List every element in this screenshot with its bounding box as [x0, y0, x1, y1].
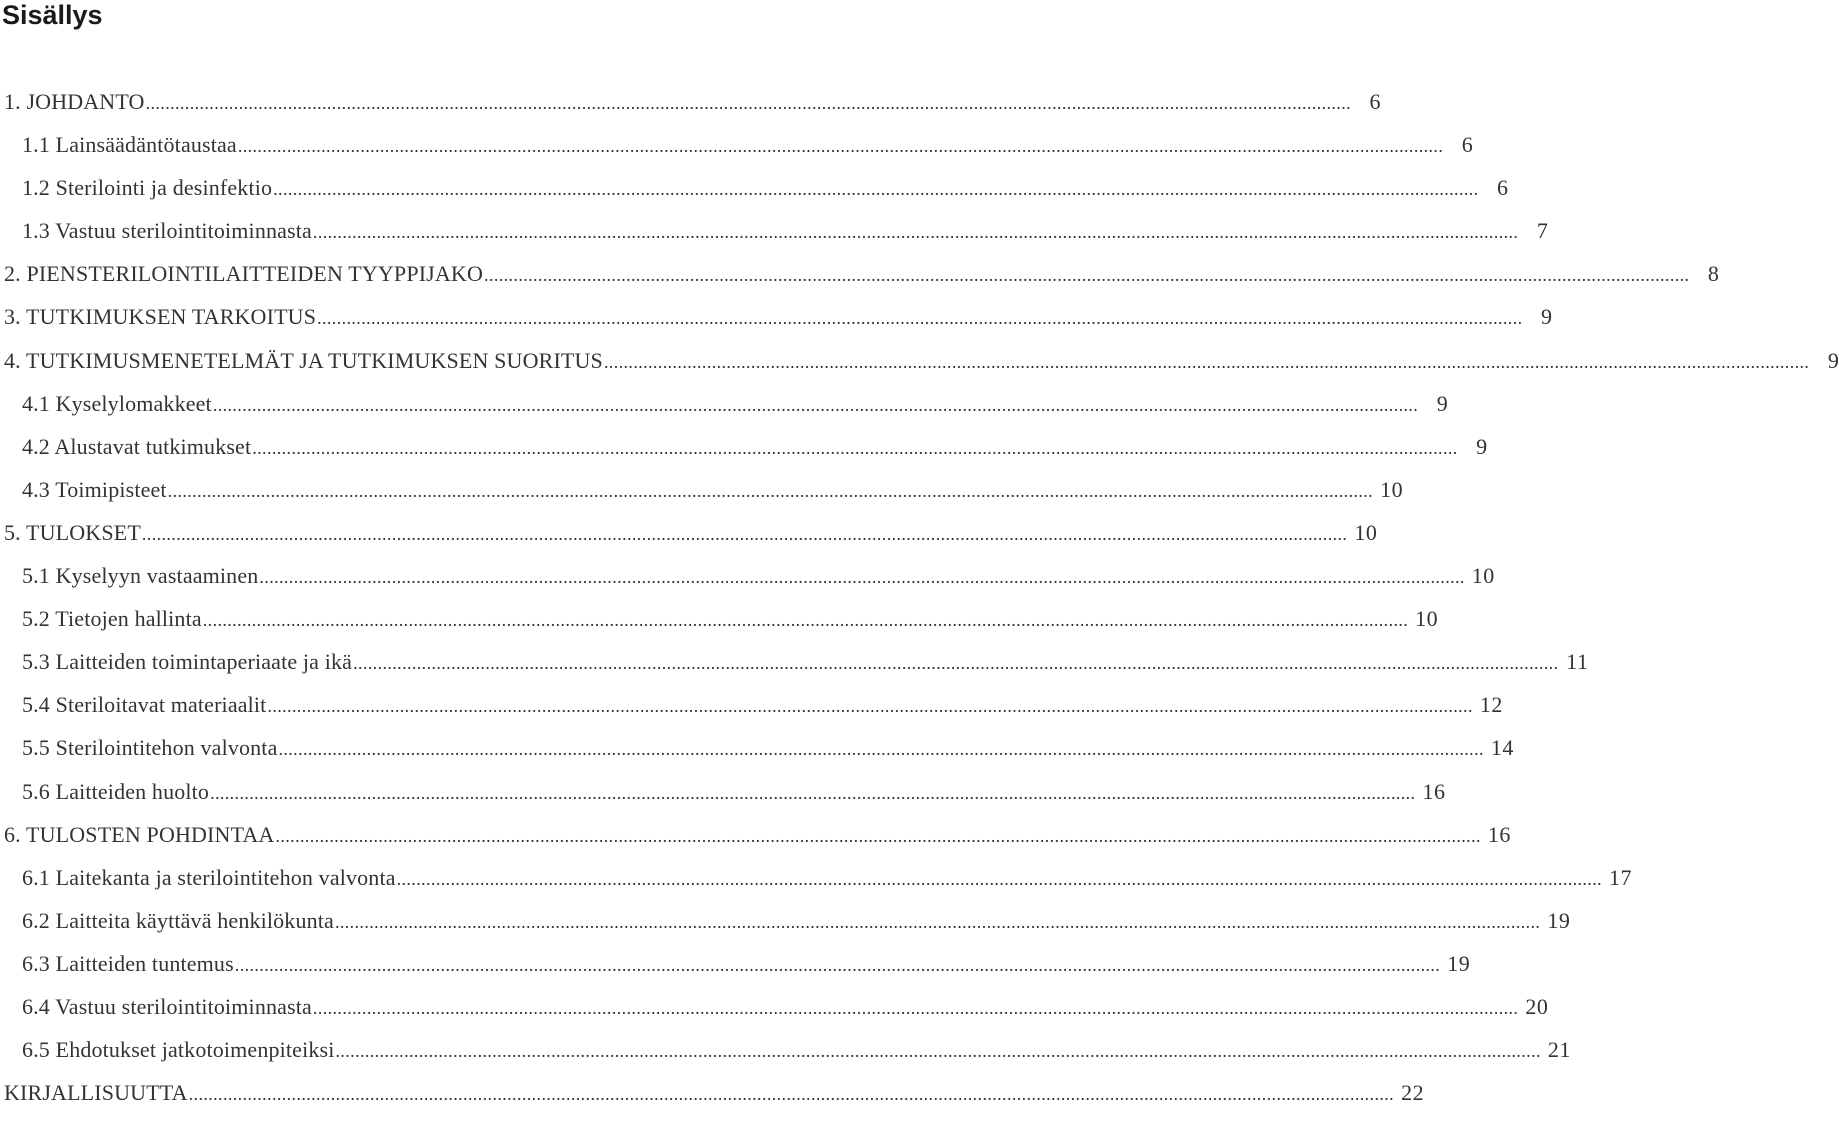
toc-entry-text: 5.4 Steriloitavat materiaalit	[22, 692, 267, 718]
toc-dot-leader	[168, 470, 1373, 513]
toc-dot-leader	[146, 82, 1351, 125]
toc-dot-leader	[604, 341, 1809, 384]
toc-page-number: 19	[1447, 950, 1471, 976]
toc-entry-text: 1.2 Sterilointi ja desinfektio	[22, 175, 273, 201]
toc-page-number: 9	[1827, 347, 1839, 373]
toc-dot-leader	[210, 772, 1415, 815]
toc-entry[interactable]	[0, 252, 1720, 295]
toc-dot-leader	[484, 254, 1689, 297]
toc-entry[interactable]	[0, 1071, 1425, 1114]
toc-entry[interactable]	[0, 295, 1553, 338]
toc-dot-leader	[335, 901, 1540, 944]
toc-dot-leader	[335, 1030, 1540, 1073]
toc-entry-text: 6.3 Laitteiden tuntemus	[22, 950, 234, 976]
toc-page-number: 12	[1479, 692, 1503, 718]
toc-entry-text: 2. PIENSTERILOINTILAITTEIDEN TYYPPIJAKO	[4, 261, 484, 287]
toc-page-number: 22	[1401, 1080, 1425, 1106]
toc-page-number: 16	[1487, 821, 1511, 847]
toc-dot-leader	[203, 599, 1408, 642]
toc-dot-leader	[275, 815, 1480, 858]
toc-entry[interactable]	[0, 382, 1449, 425]
toc-dot-leader	[313, 987, 1518, 1030]
toc-page-number: 19	[1547, 907, 1571, 933]
toc-entry[interactable]	[0, 597, 1439, 640]
toc-page-number: 20	[1525, 993, 1549, 1019]
toc-entry[interactable]	[0, 856, 1633, 899]
toc-entry[interactable]	[0, 942, 1471, 985]
toc-entry-text: 6.5 Ehdotukset jatkotoimenpiteiksi	[22, 1037, 335, 1063]
toc-dot-leader	[259, 556, 1464, 599]
toc-entry-text: 3. TUTKIMUKSEN TARKOITUS	[4, 304, 317, 330]
toc-entry[interactable]	[0, 123, 1474, 166]
toc-page-number: 9	[1541, 304, 1553, 330]
toc-entry[interactable]	[0, 1028, 1571, 1071]
toc-page-number: 11	[1566, 649, 1589, 675]
toc-entry-text: 5.5 Sterilointitehon valvonta	[22, 735, 278, 761]
toc-entry[interactable]	[0, 511, 1378, 554]
toc-entry-text: 5.3 Laitteiden toimintaperiaate ja ikä	[22, 649, 353, 675]
toc-entry-text: 1.1 Lainsäädäntötaustaa	[22, 132, 237, 158]
toc-entry-text: 5.6 Laitteiden huolto	[22, 778, 210, 804]
toc-dot-leader	[213, 384, 1418, 427]
toc-page-number: 17	[1609, 864, 1633, 890]
toc-dot-leader	[317, 297, 1522, 340]
toc-dot-leader	[238, 125, 1443, 168]
toc-dot-leader	[267, 685, 1472, 728]
toc-dot-leader	[313, 211, 1518, 254]
toc-entry[interactable]	[0, 770, 1446, 813]
table-of-contents	[0, 80, 1839, 1114]
toc-entry[interactable]	[0, 339, 1839, 382]
toc-entry-text: 6.2 Laitteita käyttävä henkilökunta	[22, 907, 334, 933]
toc-entry-text: 4. TUTKIMUSMENETELMÄT JA TUTKIMUKSEN SUORITUS	[4, 347, 603, 373]
toc-entry[interactable]	[0, 209, 1549, 252]
toc-page-number: 10	[1354, 519, 1378, 545]
toc-page-number: 9	[1436, 390, 1449, 416]
toc-entry[interactable]	[0, 683, 1503, 726]
toc-dot-leader	[235, 944, 1440, 987]
toc-entry[interactable]	[0, 166, 1509, 209]
toc-entry[interactable]	[0, 425, 1488, 468]
toc-entry-text: 5.1 Kyselyyn vastaaminen	[22, 563, 259, 589]
toc-entry[interactable]	[0, 468, 1404, 511]
toc-dot-leader	[353, 642, 1558, 685]
toc-dot-leader	[142, 513, 1347, 556]
toc-entry[interactable]	[0, 813, 1511, 856]
toc-page-number: 21	[1547, 1037, 1571, 1063]
page-title: Sisällys	[2, 0, 103, 30]
toc-entry[interactable]	[0, 80, 1381, 123]
toc-entry-text: 1.3 Vastuu sterilointitoiminnasta	[22, 218, 312, 244]
toc-dot-leader	[189, 1073, 1394, 1116]
toc-entry-text: 1. JOHDANTO	[4, 89, 145, 114]
toc-entry-text: 4.2 Alustavat tutkimukset	[22, 433, 252, 459]
toc-entry-text: 6.1 Laitekanta ja sterilointitehon valvonta	[22, 864, 396, 890]
toc-page-number: 6	[1369, 89, 1381, 114]
toc-page-number: 7	[1536, 218, 1549, 244]
toc-entry[interactable]	[0, 899, 1571, 942]
toc-page-number: 14	[1490, 735, 1514, 761]
toc-entry-text: 5.2 Tietojen hallinta	[22, 606, 202, 632]
toc-page-number: 16	[1422, 778, 1446, 804]
toc-dot-leader	[278, 728, 1483, 771]
toc-entry[interactable]	[0, 985, 1549, 1028]
toc-page-number: 10	[1471, 563, 1495, 589]
toc-page-number: 10	[1380, 476, 1404, 502]
toc-entry-text: 5. TULOKSET	[4, 519, 141, 545]
toc-entry-text: 6. TULOSTEN POHDINTAA	[4, 821, 275, 847]
toc-page-number: 6	[1497, 175, 1509, 201]
toc-entry-text: KIRJALLISUUTTA	[4, 1080, 188, 1106]
toc-page-number: 10	[1415, 606, 1439, 632]
toc-entry[interactable]	[0, 640, 1589, 683]
toc-entry-text: 4.3 Toimipisteet	[22, 476, 167, 502]
toc-entry[interactable]	[0, 726, 1514, 769]
toc-entry-text: 6.4 Vastuu sterilointitoiminnasta	[22, 993, 312, 1019]
toc-dot-leader	[397, 858, 1602, 901]
toc-dot-leader	[273, 168, 1478, 211]
toc-page-number: 9	[1476, 433, 1488, 459]
toc-dot-leader	[252, 427, 1457, 470]
toc-entry[interactable]	[0, 554, 1495, 597]
toc-page-number: 6	[1461, 132, 1474, 158]
toc-page-number: 8	[1707, 261, 1720, 287]
toc-entry-text: 4.1 Kyselylomakkeet	[22, 390, 212, 416]
